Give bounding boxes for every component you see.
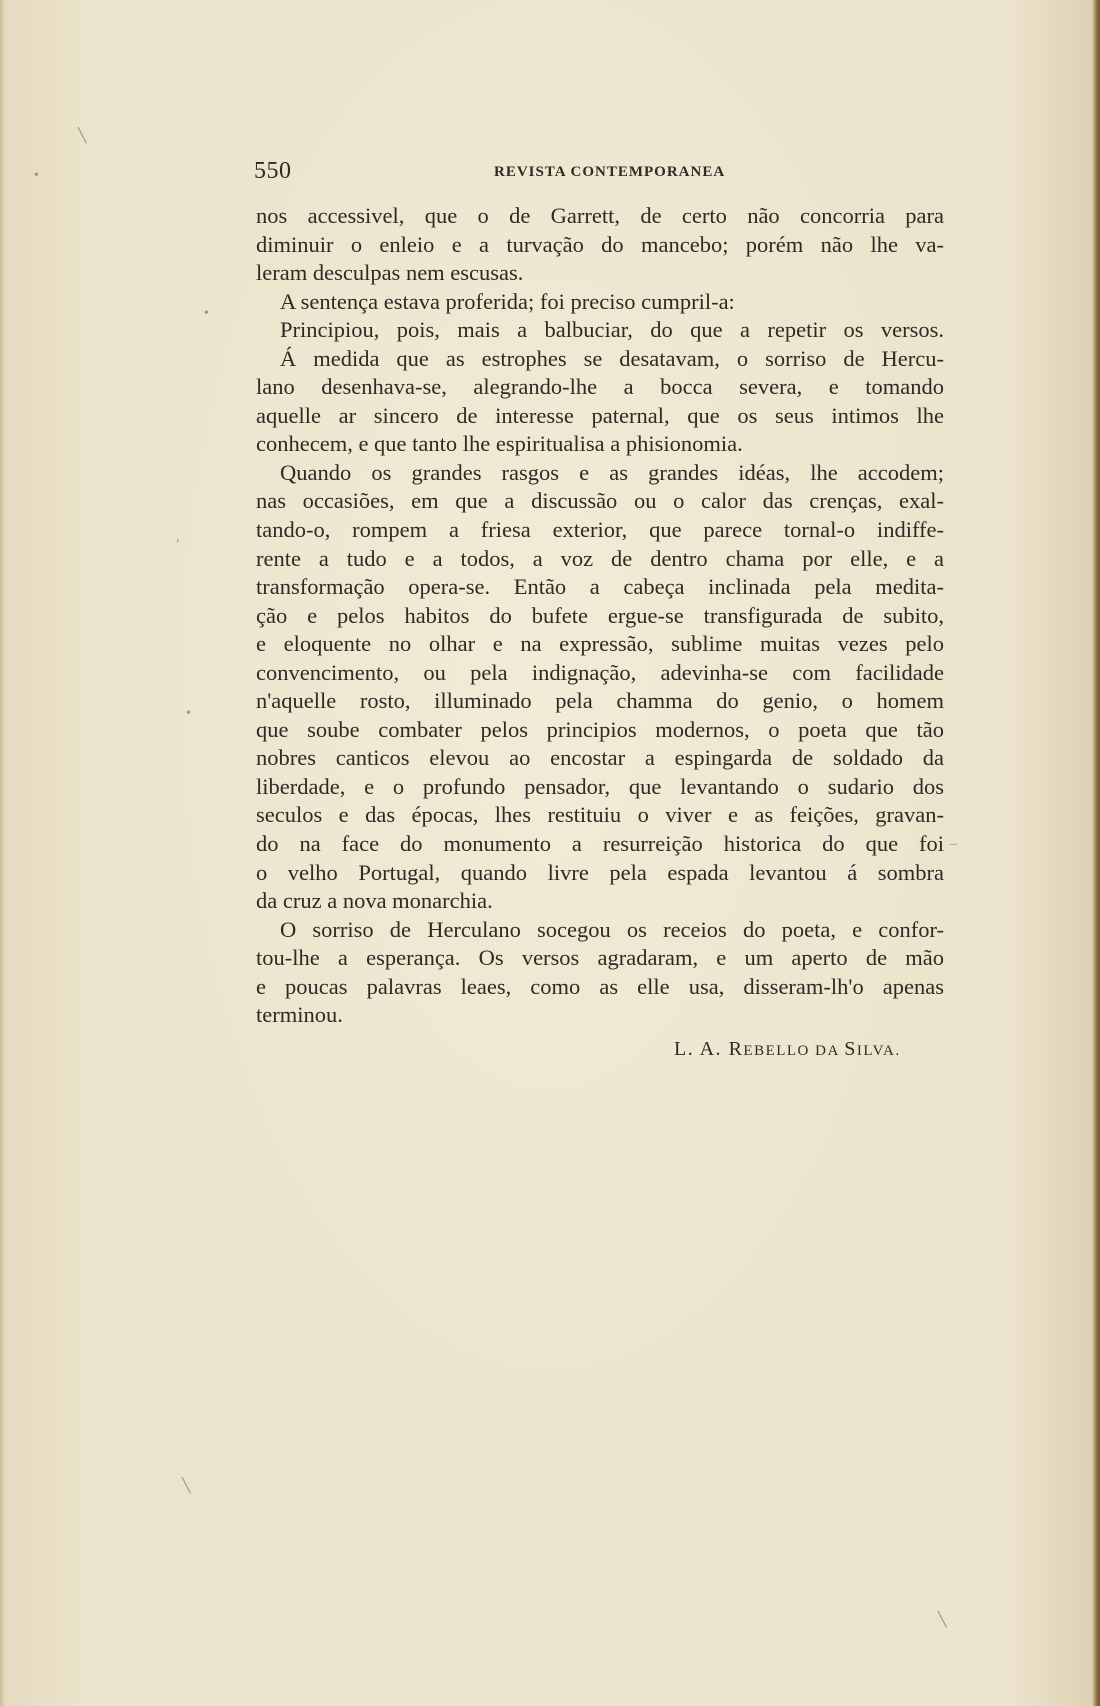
text-line: lano desenhava-se, alegrando-lhe a bocca severa, e tomando <box>256 374 944 400</box>
scan-speck: _ <box>950 832 957 847</box>
signature-particle: DA <box>809 1043 845 1059</box>
scan-speck: , <box>176 530 180 545</box>
signature-family-initial: S <box>844 1038 857 1060</box>
author-signature <box>674 1038 901 1061</box>
scan-speck: • <box>34 168 39 183</box>
page-number: 550 <box>254 158 292 184</box>
text-line: conhecem, e que tanto lhe espiritualisa a phisionomia. <box>256 431 743 457</box>
text-line: transformação opera-se. Então a cabeça inclinada pela medita- <box>256 574 944 600</box>
signature-surname-rest: EBELLO <box>743 1043 810 1059</box>
text-line: e poucas palavras leaes, como as elle usa, disseram-lh'o apenas <box>256 973 944 999</box>
scan-speck: ╲ <box>182 1479 191 1494</box>
text-line: leram desculpas nem escusas. <box>256 260 524 286</box>
page-left-edge <box>0 0 5 1706</box>
text-line: e eloquente no olhar e na expressão, sublime muitas vezes pelo <box>256 631 944 657</box>
running-head: REVISTA CONTEMPORANEA <box>494 164 726 180</box>
text-line: A sentença estava proferida; foi preciso cumpril-a: <box>280 288 735 314</box>
text-line: ção e pelos habitos do bufete ergue-se transfigurada de subito, <box>256 602 944 628</box>
signature-family-rest: ILVA. <box>856 1043 901 1059</box>
text-line: nas occasiões, em que a discussão ou o calor das crenças, exal- <box>256 488 944 514</box>
scan-speck: • <box>186 706 191 721</box>
text-line: tou-lhe a esperança. Os versos agradaram, e um aperto de mão <box>256 945 944 971</box>
text-line: o velho Portugal, quando livre pela espada levantou á sombra <box>256 859 944 885</box>
text-line: tando-o, rompem a friesa exterior, que parece tornal-o indiffe- <box>256 517 944 543</box>
text-line: do na face do monumento a resurreição historica do que foi <box>256 831 944 857</box>
page-right-edge <box>1092 0 1100 1706</box>
text-line: O sorriso de Herculano socegou os receios do poeta, e confor- <box>280 916 944 942</box>
text-line: rente a tudo e a todos, a voz de dentro chama por elle, e a <box>256 545 944 571</box>
text-line: seculos e das épocas, lhes restituiu o viver e as feições, gravan- <box>256 802 944 828</box>
text-line: nos accessivel, que o de Garrett, de certo não concorria para <box>256 203 944 228</box>
body-text <box>256 202 944 1030</box>
text-line: n'aquelle rosto, illuminado pela chamma do genio, o homem <box>256 688 944 714</box>
text-line: nobres canticos elevou ao encostar a espingarda de soldado da <box>256 745 944 771</box>
text-line: aquelle ar sincero de interesse paternal, que os seus intimos lhe <box>256 402 944 428</box>
text-line: da cruz a nova monarchia. <box>256 888 493 914</box>
text-line: Principiou, pois, mais a balbuciar, do que a repetir os versos. <box>280 317 944 343</box>
signature-initials: L. A. <box>674 1038 729 1060</box>
scan-speck: ╲ <box>938 1613 947 1628</box>
scan-speck: • <box>204 306 209 321</box>
scan-speck: ╲ <box>78 129 87 144</box>
text-line: convencimento, ou pela indignação, adevinha-se com facilidade <box>256 659 944 685</box>
signature-surname-initial: R <box>728 1038 744 1060</box>
text-line: liberdade, e o profundo pensador, que levantando o sudario dos <box>256 773 944 799</box>
text-line: terminou. <box>256 1002 343 1028</box>
text-line: Á medida que as estrophes se desatavam, o sorriso de Hercu- <box>280 345 944 371</box>
page-header <box>254 158 906 190</box>
text-line: Quando os grandes rasgos e as grandes idéas, lhe accodem; <box>280 459 944 485</box>
text-line: que soube combater pelos principios modernos, o poeta que tão <box>256 716 944 742</box>
text-line: diminuir o enleio e a turvação do mancebo; porém não lhe va- <box>256 231 944 257</box>
